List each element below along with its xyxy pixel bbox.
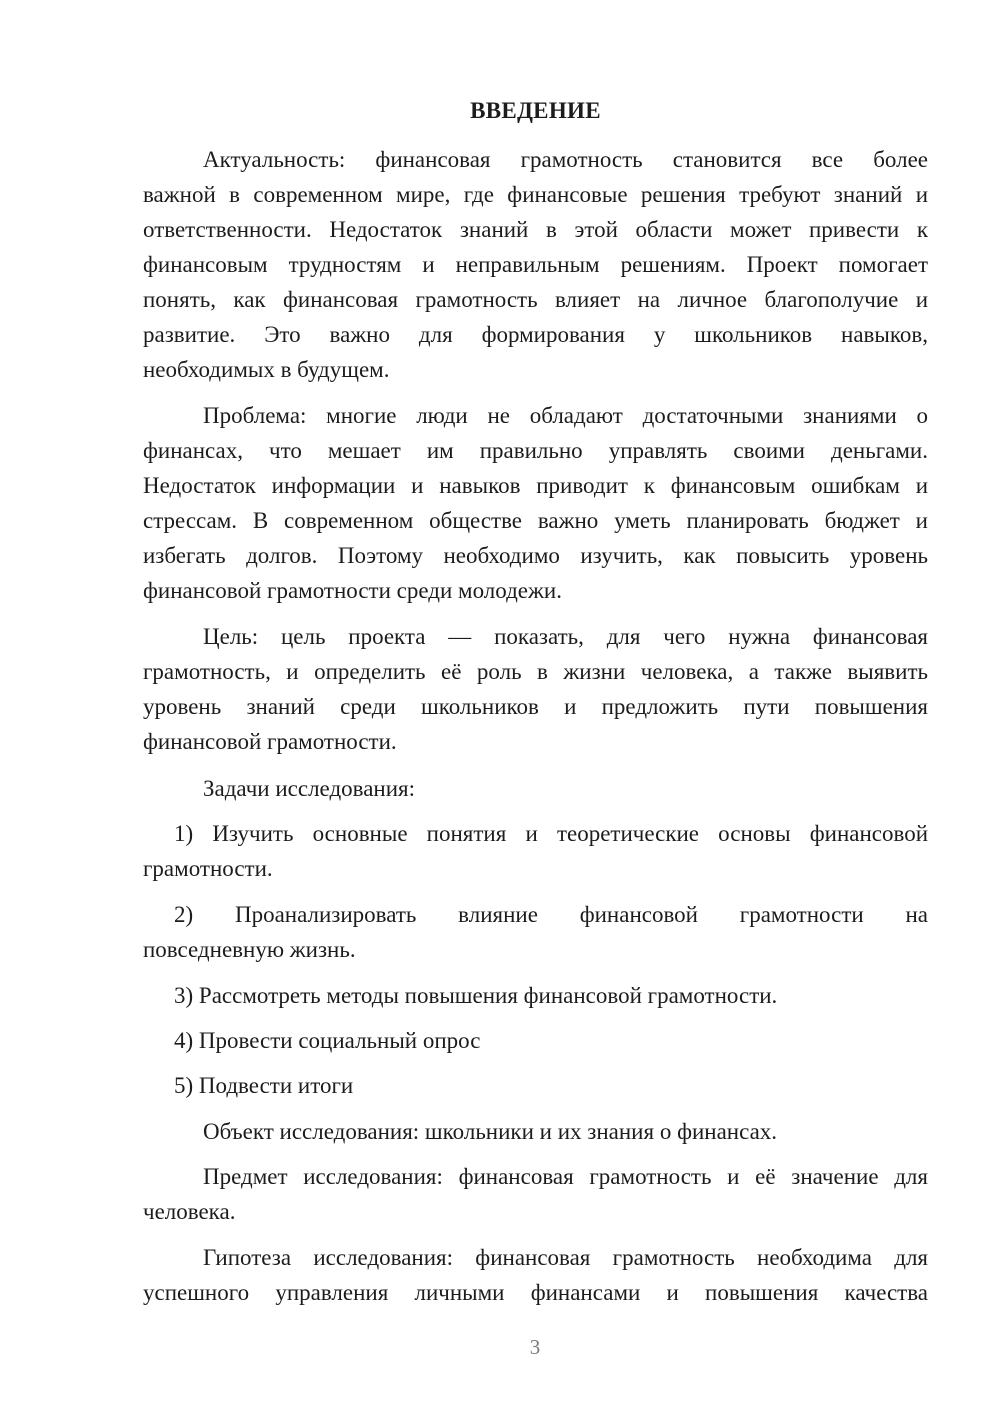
paragraph-line: Гипотеза исследования: финансовая грамотность необходима для (203, 1245, 928, 1270)
paragraph-line: необходимых в будущем. (143, 357, 390, 382)
paragraph-line: успешного управления личными финансами и повышения качества (143, 1280, 928, 1305)
paragraph-line: Проблема: многие люди не обладают достаточными знаниями о (203, 403, 928, 428)
paragraph-line: финансах, что мешает им правильно управлять своими деньгами. (143, 438, 928, 463)
paragraph-line: Цель: цель проекта — показать, для чего нужна финансовая (203, 624, 928, 649)
paragraph-line: финансовой грамотности среди молодежи. (143, 578, 562, 603)
list-item: 1) Изучить основные понятия и теоретические основы финансовой (174, 821, 928, 846)
paragraph-line: развитие. Это важно для формирования у школьников навыков, (143, 322, 928, 347)
paragraph-line: Объект исследования: школьники и их знания о финансах. (203, 1119, 778, 1144)
paragraph-line: Актуальность: финансовая грамотность становится все более (203, 147, 928, 172)
paragraph-line: Предмет исследования: финансовая грамотность и её значение для (203, 1164, 928, 1189)
paragraph-line: финансовой грамотности. (143, 729, 397, 754)
paragraph-line: ответственности. Недостаток знаний в этой области может привести к (143, 217, 928, 242)
paragraph-line: стрессам. В современном обществе важно уметь планировать бюджет и (143, 508, 928, 533)
paragraph-line: уровень знаний среди школьников и предложить пути повышения (143, 694, 928, 719)
list-item: 2) Проанализировать влияние финансовой грамотности на (174, 902, 928, 927)
paragraph-line: понять, как финансовая грамотность влияет на личное благополучие и (143, 287, 928, 312)
paragraph-line: финансовым трудностям и неправильным решениям. Проект помогает (143, 252, 928, 277)
section-heading: Задачи исследования: (203, 776, 416, 801)
paragraph-line: важной в современном мире, где финансовые решения требуют знаний и (143, 182, 928, 207)
list-item-continuation: повседневную жизнь. (143, 937, 356, 962)
list-item: 5) Подвести итоги (174, 1073, 354, 1098)
paragraph-line: Недостаток информации и навыков приводит к финансовым ошибкам и (143, 473, 928, 498)
list-item-continuation: грамотности. (143, 856, 273, 881)
page-number: 3 (529, 1335, 541, 1359)
paragraph-line: грамотность, и определить её роль в жизни человека, а также выявить (143, 659, 928, 684)
list-item: 3) Рассмотреть методы повышения финансовой грамотности. (174, 983, 778, 1008)
paragraph-line: избегать долгов. Поэтому необходимо изучить, как повысить уровень (143, 543, 928, 568)
list-item: 4) Провести социальный опрос (174, 1028, 481, 1053)
page-title: ВВЕДЕНИЕ (470, 98, 601, 123)
paragraph-line: человека. (143, 1199, 236, 1224)
